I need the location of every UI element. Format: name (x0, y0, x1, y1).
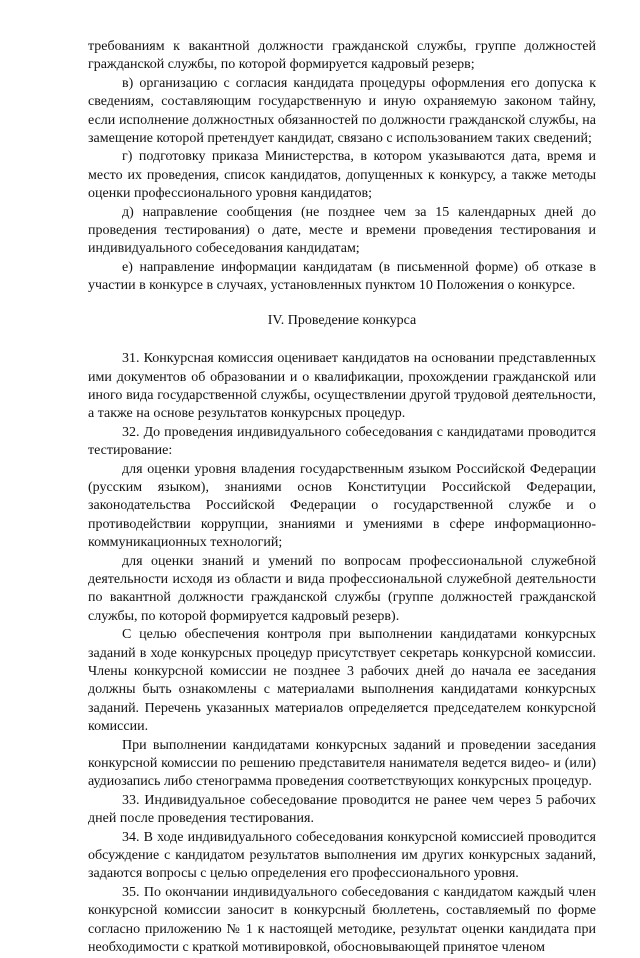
paragraph-item-d: д) направление сообщения (не позднее чем за 15 календарных дней до проведения тестирования) о дате, месте и времени проведения тестирования и индивидуального собеседования кандидатам; (88, 204, 596, 257)
paragraph-recording: При выполнении кандидатами конкурсных заданий и проведении заседания конкурсной комиссии по решению представителя нанимателя ведется видео- и (или) аудиозапись либо стенограмма проведения соответствующих конкурсных процедур. (88, 737, 596, 790)
paragraph-32-professional-test: для оценки знаний и умений по вопросам профессиональной служебной деятельности исходя из области и вида профессиональной служебной деятельности по вакантной должности гражданской службы (группе должностей гражданской службы, по которой формируется кадровый резерв). (88, 553, 596, 624)
paragraph-34: 34. В ходе индивидуального собеседования конкурсной комиссией проводится обсуждение с кандидатом результатов выполнения им других конкурсных заданий, задаются вопросы с целью определения его профессионального уровня. (88, 829, 596, 882)
paragraph-35: 35. По окончании индивидуального собеседования с кандидатом каждый член конкурсной комиссии заносит в конкурсный бюллетень, составляемый по форме согласно приложению № 1 к настоящей методике, результат оценки кандидата при необходимости с краткой мотивировкой, обосновывающей принятое членом (88, 884, 596, 956)
paragraph-33: 33. Индивидуальное собеседование проводится не ранее чем через 5 рабочих дней после проведения тестирования. (88, 792, 596, 827)
paragraph-32-language-test: для оценки уровня владения государственным языком Российской Федерации (русским языком), знаниями основ Конституции Российской Федерации, законодательства Российской Федерации о государственной службе и о противодействии коррупции, знаниями и умениями в сфере информационно-коммуникационных технологий; (88, 461, 596, 551)
paragraph-31: 31. Конкурсная комиссия оценивает кандидатов на основании представленных ими документов об образовании и о квалификации, прохождении гражданской или иного вида государственной службы, осуществлении другой трудовой деятельности, а также на основе результатов конкурсных процедур. (88, 351, 596, 422)
paragraph-control: С целью обеспечения контроля при выполнении кандидатами конкурсных заданий в ходе конкурсных процедур присутствует секретарь конкурсной комиссии. Члены конкурсной комиссии не позднее 3 рабочих дней до начала ее заседания должны быть ознакомлены с материалами выполнения кандидатами конкурсных заданий. Перечень указанных материалов определяется председателем конкурсной комиссии. (88, 627, 596, 735)
paragraph-32: 32. До проведения индивидуального собеседования с кандидатами проводится тестирование: (88, 424, 596, 459)
paragraph-item-e: е) направление информации кандидатам (в письменной форме) об отказе в участии в конкурсе в случаях, установленных пунктом 10 Положения о конкурсе. (88, 259, 596, 294)
section-heading: IV. Проведение конкурса (267, 312, 417, 328)
paragraph-item-g: г) подготовку приказа Министерства, в котором указываются дата, время и место их проведения, список кандидатов, допущенных к конкурсу, а также методы оценки профессионального уровня кандидатов; (88, 149, 596, 202)
paragraph-requirements-continuation: требованиям к вакантной должности гражданской службы, группе должностей гражданской службы, по которой формируется кадровый резерв; (88, 39, 596, 73)
paragraph-item-v: в) организацию с согласия кандидата процедуры оформления его допуска к сведениям, составляющим государственную и иную охраняемую законом тайну, если исполнение должностных обязанностей по должности гражданской службы, на замещение которой претендует кандидат, связано с использованием таких сведений; (88, 75, 596, 147)
